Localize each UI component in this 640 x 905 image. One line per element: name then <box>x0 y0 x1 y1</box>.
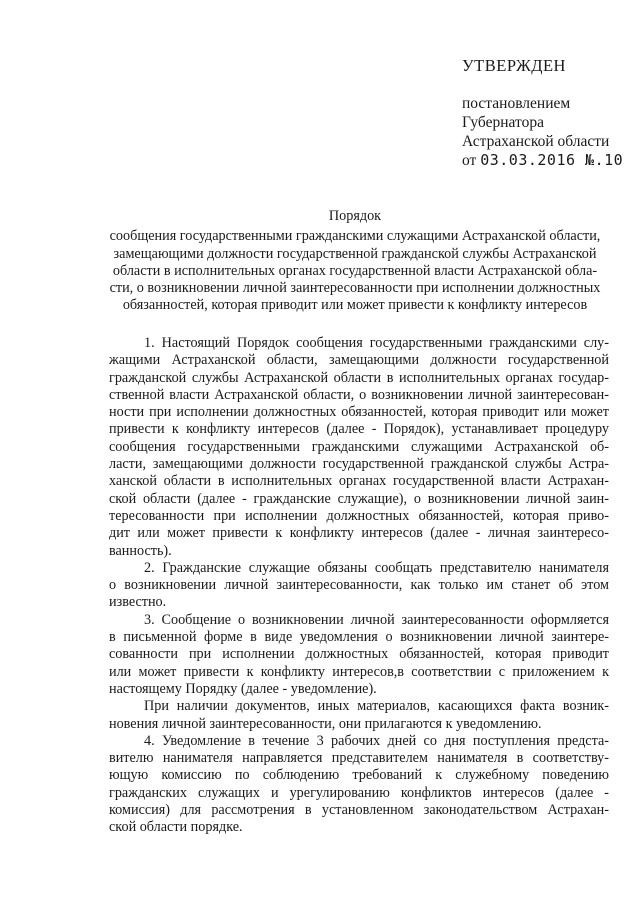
paragraph-line: сообщения государственными гражданскими служащими Астраханской об- <box>109 438 609 455</box>
paragraph-line: известно. <box>109 594 167 611</box>
paragraph-line: ханской области в исполнительных органах государственной власти Астрахан- <box>109 473 609 490</box>
subtitle-line: сообщения государственными гражданскими служащими Астраханской области, <box>109 228 601 245</box>
paragraph-line: комиссия) для рассмотрения в установленном законодательством Астрахан- <box>109 802 609 819</box>
paragraph <box>109 698 609 733</box>
paragraph-line: 2. Гражданские служащие обязаны сообщать представителю нанимателя <box>144 559 609 576</box>
paragraph-line: 1. Настоящий Порядок сообщения государственными гражданскими слу- <box>144 335 609 351</box>
paragraph-line: гражданских служащих и урегулированию конфликтов интересов (далее - <box>109 784 609 801</box>
paragraph-line: в письменной форме в виде уведомления о возникновении личной заинтере- <box>109 629 609 646</box>
paragraph-line: 3. Сообщение о возникновении личной заинтересованности оформляется <box>144 611 609 628</box>
paragraph-line: ской области порядке. <box>109 819 243 836</box>
paragraph-line: вителю нанимателя направляется представителем нанимателя в соответству- <box>109 750 609 767</box>
paragraph-line: ющую комиссию по соблюдению требований к служебному поведению <box>109 767 609 784</box>
paragraph-line: ванность). <box>109 542 172 559</box>
paragraph-line: настоящему Порядку (далее - уведомление). <box>109 680 377 697</box>
document-body <box>109 335 609 837</box>
approval-date <box>462 151 632 170</box>
paragraph-line: новения личной заинтересованности, они прилагаются к уведомлению. <box>109 715 542 732</box>
paragraph-line: ской области (далее - гражданские служащие), о возникновении личной заин- <box>109 490 609 507</box>
paragraph <box>109 733 609 837</box>
subtitle-line: замещающими должности государственной гражданской службы Астраханской <box>113 245 597 262</box>
paragraph-line: жащими Астраханской области, замещающими должности государственной <box>109 352 609 369</box>
paragraph-line: ственной власти Астраханской области, о возникновении личной заинтересован- <box>109 386 609 403</box>
paragraph-line: ности при исполнении должностных обязанностей, которая приводит или может <box>109 404 609 421</box>
paragraph-line: о возникновении личной заинтересованности, как только им станет об этом <box>109 577 609 594</box>
paragraph <box>109 560 609 612</box>
approval-date-prefix: от <box>462 152 477 169</box>
paragraph-line: привести к конфликту интересов (далее - Порядок), устанавливает процедуру <box>109 421 609 438</box>
paragraph-line: тересованности при исполнении должностных обязанностей, которая приво- <box>109 507 609 524</box>
paragraph-line: 4. Уведомление в течение 3 рабочих дней со дня поступления предста- <box>144 732 609 749</box>
approval-line-2: Губернатора <box>462 114 544 131</box>
approval-line-3: Астраханской области <box>462 133 610 150</box>
paragraph-line: ласти, замещающими должности государственной гражданской службы Астра- <box>109 456 609 473</box>
document-heading <box>108 208 602 315</box>
paragraph-line: гражданской службы Астраханской области в исполнительных органах государ- <box>109 369 609 386</box>
approval-date-value: 03.03.2016 №.10 <box>480 151 624 169</box>
approval-line-1: постановлением <box>462 95 571 112</box>
paragraph-line: или может привести к конфликту интересов,в соответствии с приложением к <box>109 663 609 680</box>
paragraph <box>109 335 609 560</box>
document-title: Порядок <box>328 208 382 224</box>
paragraph <box>109 612 609 698</box>
paragraph-line: При наличии документов, иных материалов, касающихся факта возник- <box>144 698 609 715</box>
subtitle-line: сти, о возникновении личной заинтересованности при исполнении должностных <box>109 280 601 297</box>
document-subtitle <box>108 228 602 314</box>
subtitle-line: области в исполнительных органах государственной власти Астраханской обла- <box>112 262 598 279</box>
paragraph-line: сованности при исполнении должностных обязанностей, которая приводит <box>109 646 609 663</box>
subtitle-line: обязанностей, которая приводит или может привести к конфликту интересов <box>122 297 588 314</box>
approval-stamp <box>462 56 632 170</box>
paragraph-line: дит или может привести к конфликту интересов (далее - личная заинтересо- <box>109 525 609 542</box>
approval-heading: УТВЕРЖДЕН <box>462 56 566 75</box>
